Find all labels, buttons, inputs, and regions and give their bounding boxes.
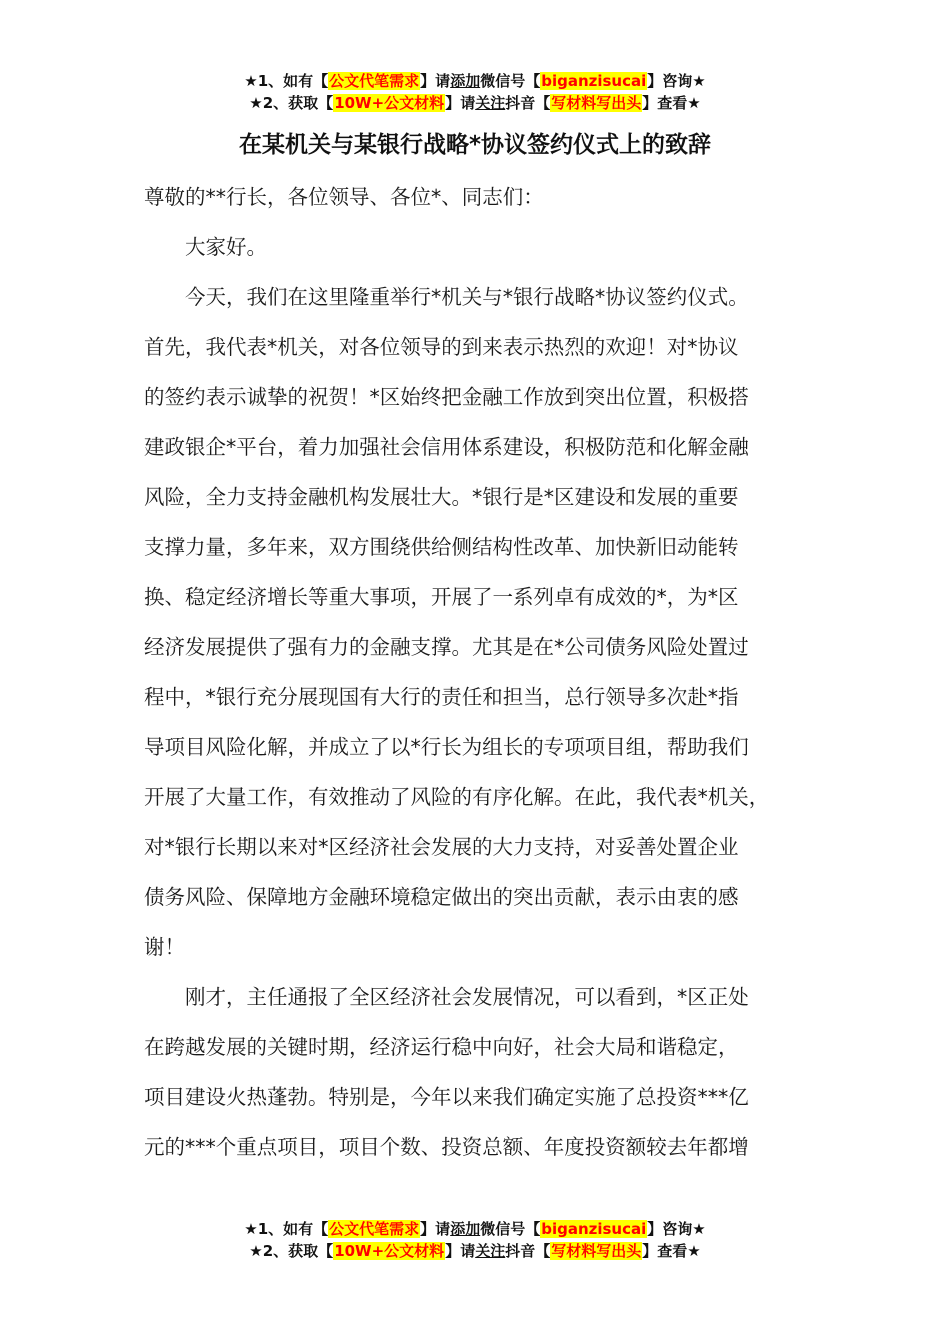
promo-banner-top [0,70,950,114]
body-line: 对*银行长期以来对*区经济社会发展的大力支持，对妥善处置企业 [144,835,739,859]
promo-line-2: ★2、获取【10W+公文材料】请关注抖音【写材料写出头】查看★ [249,94,701,112]
body-line: 今天，我们在这里隆重举行*机关与*银行战略*协议签约仪式。 [144,285,749,309]
body-line: 建政银企*平台，着力加强社会信用体系建设，积极防范和化解金融 [144,435,749,459]
body-line: 尊敬的**行长，各位领导、各位*、同志们： [144,185,544,209]
document-body [144,172,824,1172]
wechat-id: biganzisucai [541,72,647,90]
body-line: 刚才，主任通报了全区经济社会发展情况，可以看到，*区正处 [144,985,749,1009]
underlined-text: 添加 [450,1220,481,1238]
body-line: 换、稳定经济增长等重大事项，开展了一系列卓有成效的*，为*区 [144,585,739,609]
body-line: 开展了大量工作，有效推动了风险的有序化解。在此，我代表*机关， [144,785,770,809]
underlined-text: 添加 [450,72,481,90]
douyin-account: 写材料写出头 [551,94,642,112]
body-line: 项目建设火热蓬勃。特别是，今年以来我们确定实施了总投资***亿 [144,1085,749,1109]
underlined-text: 关注 [475,94,506,112]
body-line: 经济发展提供了强有力的金融支撑。尤其是在*公司债务风险处置过 [144,635,749,659]
body-line: 在跨越发展的关键时期，经济运行稳中向好，社会大局和谐稳定， [144,1035,739,1059]
body-line: 导项目风险化解，并成立了以*行长为组长的专项项目组，帮助我们 [144,735,749,759]
highlight-text: 10W+公文材料 [334,1242,445,1260]
highlight-text: 公文代笔需求 [329,1220,420,1238]
body-line: 元的***个重点项目，项目个数、投资总额、年度投资额较去年都增 [144,1135,749,1159]
promo-line-2: ★2、获取【10W+公文材料】请关注抖音【写材料写出头】查看★ [249,1242,701,1260]
body-line: 债务风险、保障地方金融环境稳定做出的突出贡献，表示由衷的感 [144,885,739,909]
body-line: 谢！ [144,935,185,959]
highlight-text: 10W+公文材料 [334,94,445,112]
body-line: 大家好。 [144,235,267,259]
body-line: 的签约表示诚挚的祝贺！*区始终把金融工作放到突出位置，积极搭 [144,385,749,409]
body-line: 首先，我代表*机关，对各位领导的到来表示热烈的欢迎！对*协议 [144,335,739,359]
body-line: 风险，全力支持金融机构发展壮大。*银行是*区建设和发展的重要 [144,485,739,509]
body-line: 程中，*银行充分展现国有大行的责任和担当，总行领导多次赴*指 [144,685,739,709]
douyin-account: 写材料写出头 [551,1242,642,1260]
body-line: 支撑力量，多年来，双方围绕供给侧结构性改革、加快新旧动能转 [144,535,739,559]
underlined-text: 关注 [475,1242,506,1260]
promo-line-1: ★1、如有【公文代笔需求】请添加微信号【biganzisucai】咨询★ [244,1220,706,1238]
highlight-text: 公文代笔需求 [329,72,420,90]
promo-banner-bottom [0,1218,950,1262]
wechat-id: biganzisucai [541,1220,647,1238]
document-title: 在某机关与某银行战略*协议签约仪式上的致辞 [238,132,712,158]
promo-line-1: ★1、如有【公文代笔需求】请添加微信号【biganzisucai】咨询★ [244,72,706,90]
